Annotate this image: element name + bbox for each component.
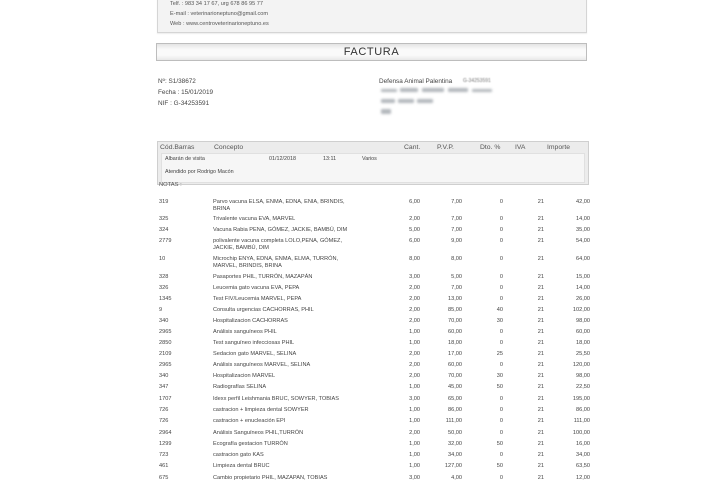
item-concept: castracion + enucleación EPI [213,418,286,424]
item-vat: 21 [537,216,544,222]
item-vat: 21 [537,407,544,413]
item-price: 7,00 [451,216,462,222]
col-quantity-header: Cant. [404,144,421,151]
item-concept: Análisis sanguíneos PHIL [213,329,277,335]
col-concept-header: Concepto [214,144,244,151]
item-price: 60,00 [448,329,462,335]
item-code: 1299 [159,441,172,447]
item-quantity: 6,00 [409,238,420,244]
item-discount: 0 [499,216,503,222]
item-price: 8,00 [451,256,462,262]
item-price: 17,00 [448,351,462,357]
item-amount: 18,00 [576,340,590,346]
item-concept: Sedacion gato MARVEL, SELINA [213,351,297,357]
invoice-number: Nº: S1/38672 [158,78,196,85]
item-amount: 98,00 [576,373,590,379]
item-code: 2850 [159,340,172,346]
item-amount: 102,00 [572,307,590,313]
item-amount: 16,00 [576,441,590,447]
item-discount: 50 [496,384,503,390]
item-code: 325 [159,216,169,222]
item-concept: Hospitalizacion CACHORRAS [213,318,288,324]
item-code: 675 [159,475,169,480]
item-discount: 0 [499,452,503,458]
item-code: 340 [159,318,169,324]
item-discount: 30 [496,318,503,324]
item-quantity: 2,00 [409,285,420,291]
item-code: 2779 [159,238,172,244]
item-vat: 21 [537,463,544,469]
item-discount: 0 [499,238,503,244]
item-amount: 14,00 [576,285,590,291]
item-vat: 21 [537,307,544,313]
item-quantity: 2,00 [409,351,420,357]
item-amount: 100,00 [572,430,590,436]
item-code: 10 [159,256,166,262]
item-quantity: 2,00 [409,307,420,313]
item-quantity: 1,00 [409,340,420,346]
item-amount: 86,00 [576,407,590,413]
item-code: 723 [159,452,169,458]
item-concept: Ecografía gestacion TURRÓN [213,441,288,447]
item-code: 726 [159,407,169,413]
item-discount: 0 [499,340,503,346]
item-code: 340 [159,373,169,379]
item-vat: 21 [537,227,544,233]
item-vat: 21 [537,296,544,302]
col-price-header: P.V.P. [437,144,454,151]
item-concept: castracion + limpieza dental SOWYER [213,407,309,413]
item-code: 2109 [159,351,172,357]
item-price: 111,00 [445,418,462,424]
item-price: 65,00 [448,396,462,402]
item-amount: 15,00 [576,274,590,280]
item-concept: castracion gato KAS [213,452,264,458]
item-price: 4,00 [451,475,462,480]
item-concept: Vacuna Rabia PENA, GÓMEZ, JACKIE, BAMBÚ, DIM [213,227,348,233]
item-price: 5,00 [451,274,462,280]
item-discount: 0 [499,227,503,233]
item-vat: 21 [537,329,544,335]
item-quantity: 8,00 [409,256,420,262]
delivery-note-date: 01/12/2018 [269,156,296,162]
delivery-note-time: 13:11 [323,156,337,162]
item-concept: Test sanguíneo infecciosas PHIL [213,340,295,346]
company-phone: Telf. : 983 34 17 67, urg 678 86 95 77 [170,1,263,7]
item-quantity: 1,00 [409,384,420,390]
item-discount: 0 [499,199,503,205]
item-quantity: 2,00 [409,362,420,368]
item-amount: 26,00 [576,296,590,302]
item-discount: 40 [496,307,503,313]
item-price: 127,00 [444,463,462,469]
item-price: 7,00 [451,199,462,205]
item-concept: Microchip ENYA, EDNA, ENMA, ELMA, TURRÓN, MARVEL, BRINDIS, BRINA [213,256,339,269]
item-discount: 0 [499,475,503,480]
item-discount: 0 [499,430,503,436]
item-discount: 0 [499,285,503,291]
item-code: 2964 [159,430,172,436]
item-amount: 63,50 [576,463,590,469]
item-price: 70,00 [448,318,462,324]
item-amount: 120,00 [572,362,590,368]
item-code: 2965 [159,362,172,368]
item-amount: 35,00 [576,227,590,233]
item-concept: Pasaportes PHIL, TURRÓN, MAZAPÁN [213,274,313,280]
item-amount: 111,00 [573,418,590,424]
item-vat: 21 [537,199,544,205]
item-quantity: 2,00 [409,296,420,302]
item-amount: 12,00 [576,475,590,480]
item-quantity: 3,00 [409,396,420,402]
item-quantity: 2,00 [409,373,420,379]
item-amount: 22,50 [576,384,590,390]
item-code: 1707 [159,396,172,402]
item-quantity: 1,00 [409,452,420,458]
item-discount: 30 [496,373,503,379]
item-discount: 25 [496,351,503,357]
item-vat: 21 [537,256,544,262]
col-amount-header: Importe [547,144,571,151]
item-price: 32,00 [448,441,462,447]
item-vat: 21 [537,373,544,379]
col-vat-header: IVA [515,144,526,151]
item-price: 70,00 [448,373,462,379]
company-email: E-mail : veterinarioneptuno@gmail.com [170,11,269,17]
item-vat: 21 [537,441,544,447]
item-quantity: 2,00 [409,216,420,222]
item-vat: 21 [537,418,544,424]
item-concept: Análisis Sanguíneos PHIL,TURRÓN [213,430,304,436]
item-concept: Idexx perfil Leishmania BRUC, SOWYER, TOBIAS [213,396,340,402]
item-vat: 21 [537,362,544,368]
item-discount: 50 [496,463,503,469]
item-price: 45,00 [448,384,462,390]
item-code: 9 [159,307,163,313]
attended-by: Atendido por Rodrigo Macón [165,169,234,175]
item-concept: Trivalente vacuna EVA, MARVEL [213,216,296,222]
item-vat: 21 [537,396,544,402]
item-discount: 0 [499,362,503,368]
item-discount: 0 [499,407,503,413]
item-price: 7,00 [451,227,462,233]
item-concept: Cambio propietario PHIL, MAZAPAN, TOBIAS [213,475,328,480]
item-discount: 0 [499,296,503,302]
item-quantity: 1,00 [409,463,420,469]
item-vat: 21 [537,351,544,357]
item-concept: Test FIV/Leucemia MARVEL, PEPA [213,296,302,302]
item-concept: Hospitalizacion MARVEL [213,373,276,379]
item-concept: polivalente vacuna completa LOLO,PENA, GÓMEZ, JACKIE, BAMBÚ, DIM [213,238,343,251]
item-quantity: 1,00 [409,418,420,424]
delivery-note-label: Albarán de visita [165,156,205,162]
item-quantity: 2,00 [409,318,420,324]
item-code: 328 [159,274,169,280]
item-concept: Parvo vacuna ELSA, ENMA, EDNA, ENIA, BRINDIS, BRINA [213,199,345,212]
item-amount: 42,00 [576,199,590,205]
item-vat: 21 [537,340,544,346]
item-concept: Análisis sanguíneos MARVEL, SELINA [213,362,311,368]
item-quantity: 5,00 [409,227,420,233]
item-concept: Consulta urgencias CACHORRAS, PHIL [213,307,314,313]
item-vat: 21 [537,384,544,390]
item-quantity: 6,00 [409,199,420,205]
item-code: 319 [159,199,169,205]
col-code-header: Cód.Barras [160,144,195,151]
item-quantity: 3,00 [409,274,420,280]
item-amount: 195,00 [572,396,590,402]
item-discount: 0 [499,274,503,280]
item-amount: 64,00 [576,256,590,262]
item-code: 726 [159,418,169,424]
item-quantity: 1,00 [409,407,420,413]
delivery-note-type: Varios [362,156,377,162]
item-quantity: 1,00 [409,329,420,335]
item-quantity: 1,00 [409,441,420,447]
item-vat: 21 [537,452,544,458]
item-price: 60,00 [448,362,462,368]
item-code: 2965 [159,329,172,335]
item-quantity: 3,00 [409,475,420,480]
item-vat: 21 [537,274,544,280]
item-price: 18,00 [448,340,462,346]
notes-label: NOTAS : [159,182,182,188]
item-code: 347 [159,384,169,390]
item-code: 324 [159,227,169,233]
item-vat: 21 [537,430,544,436]
item-concept: Limpieza dental BRUC [213,463,270,469]
item-price: 7,00 [451,285,462,291]
item-price: 86,00 [448,407,462,413]
item-code: 326 [159,285,169,291]
item-amount: 34,00 [576,452,590,458]
invoice-nif: NIF : G-34253591 [158,100,210,107]
item-vat: 21 [537,318,544,324]
item-price: 85,00 [448,307,462,313]
invoice-date: Fecha : 15/01/2019 [158,89,214,96]
item-discount: 50 [496,441,503,447]
item-code: 1345 [159,296,172,302]
item-discount: 0 [499,256,503,262]
item-quantity: 2,00 [409,430,420,436]
company-web: Web : www.centroveterinarioneptuno.es [170,21,269,27]
item-discount: 0 [499,418,503,424]
item-amount: 98,00 [576,318,590,324]
document-title: FACTURA [156,43,587,61]
item-concept: Radiografías SELINA [213,384,267,390]
item-discount: 0 [499,329,503,335]
item-price: 9,00 [451,238,462,244]
col-discount-header: Dto. % [480,144,501,151]
client-name: Defensa Animal Palentina [379,78,453,85]
item-price: 34,00 [448,452,462,458]
item-amount: 14,00 [576,216,590,222]
item-amount: 60,00 [576,329,590,335]
item-vat: 21 [537,475,544,480]
item-vat: 21 [537,285,544,291]
item-amount: 25,50 [576,351,590,357]
item-discount: 0 [499,396,503,402]
item-price: 50,00 [448,430,462,436]
item-vat: 21 [537,238,544,244]
item-price: 13,00 [448,296,462,302]
item-amount: 54,00 [576,238,590,244]
item-concept: Leucemia gato vacuna EVA, PEPA [213,285,300,291]
client-nif: G-34253591 [463,78,491,84]
item-code: 461 [159,463,169,469]
